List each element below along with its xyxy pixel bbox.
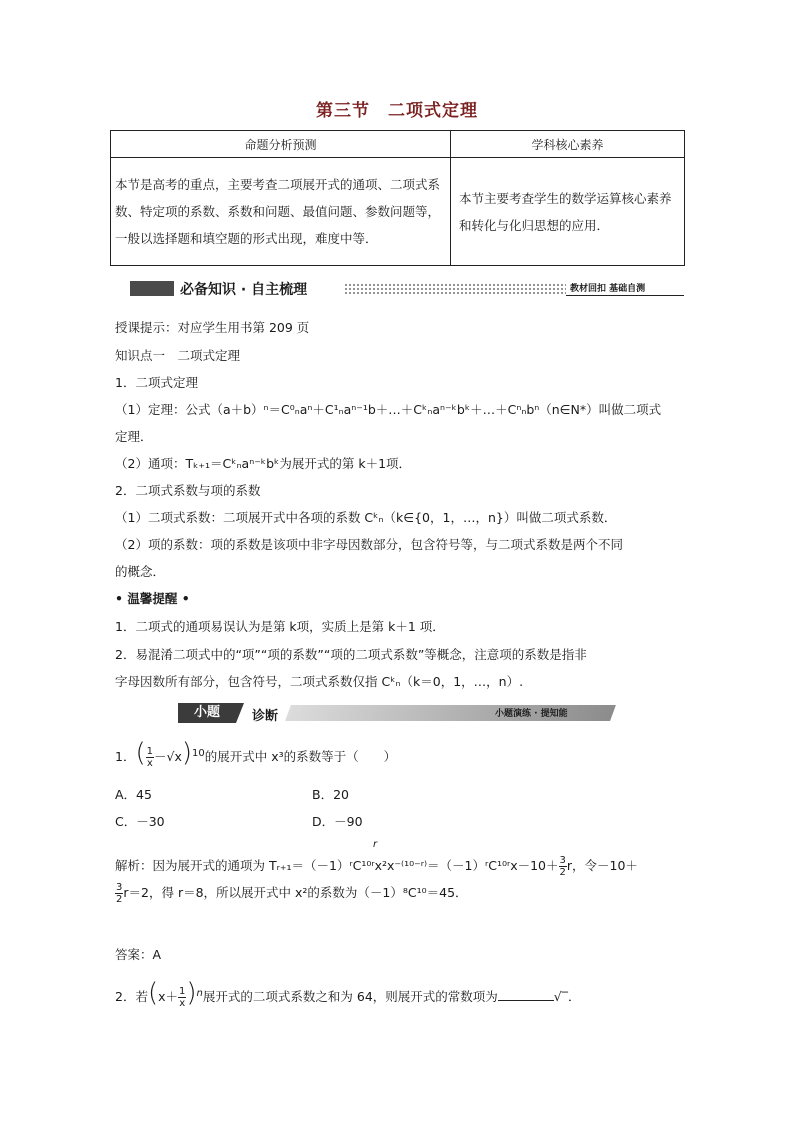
table-header-right: 学科核心素养 — [451, 131, 685, 158]
general-term-line: （2）通项：Tₖ₊₁＝Cᵏₙaⁿ⁻ᵏbᵏ为展开式的第 k＋1项． — [115, 456, 412, 471]
intro-table — [110, 130, 685, 266]
question-1-text: 的展开式中 x³的系数等于（ ） — [204, 749, 397, 764]
solution-text: 解析：因为展开式的通项为 Tᵣ₊₁＝（－1）ʳC¹⁰ʳx²x⁻⁽¹⁰⁻ʳ⁾＝（－1）ʳC¹⁰ʳx－10＋ — [115, 858, 559, 873]
binomial-coefficient-line: （1）二项式系数：二项展开式中各项的系数 Cᵏₙ（k∈{0，1，…，n}）叫做二项式系数． — [115, 510, 617, 525]
solution-line-1 — [115, 855, 638, 878]
section-title: 第三节 二项式定理 — [316, 101, 478, 121]
subheading-coefficients: 2．二项式系数与项的系数 — [115, 483, 261, 498]
table-header-left: 命题分析预测 — [111, 131, 451, 158]
solution-fraction-2: $\frac{3}{2}$ — [116, 882, 123, 905]
definition-line: （1）定理：公式（a＋b）ⁿ＝C⁰ₙaⁿ＋C¹ₙaⁿ⁻¹b＋…＋Cᵏₙaⁿ⁻ᵏbᵏ＋…＋Cⁿₙbⁿ（n∈N*）叫做二项式 — [115, 402, 662, 417]
table-cell-left: 本节是高考的重点，主要考查二项展开式的通项、二项式系数、特定项的系数、系数和问题、最值问题、参数问题等，一般以选择题和填空题的形式出现，难度中等． — [111, 158, 451, 266]
question-1-sqrt: －√x — [153, 749, 182, 764]
knowledge-point-heading: 知识点一 二项式定理 — [115, 348, 241, 363]
answer-line: 答案：A — [115, 947, 162, 962]
small-banner-right-text: 小题演练 · 提知能 — [495, 709, 568, 719]
question-1-number: 1． — [115, 749, 136, 764]
option-d: D．－90 — [312, 814, 363, 829]
question-2-number: 2．若 — [115, 989, 148, 1004]
reminder-2: 2．易混淆二项式中的“项”“项的系数”“项的二项式系数”等概念，注意项的系数是指非 — [115, 647, 587, 662]
term-coefficient-line-end: 的概念． — [115, 564, 166, 579]
question-1-power: 10 — [192, 747, 205, 759]
question-2-power: n — [196, 987, 203, 999]
option-a: A．45 — [115, 787, 152, 802]
solution-exponent-r: r — [373, 839, 378, 850]
option-b: B．20 — [312, 787, 349, 802]
solution-fraction: $\frac{3}{2}$ — [559, 855, 566, 878]
reminder-1: 1．二项式的通项易误认为是第 k项，实质上是第 k＋1 项． — [115, 619, 445, 634]
small-banner-label: 小题 — [178, 703, 236, 723]
small-banner-slant — [236, 703, 244, 723]
question-2-term: x＋ — [158, 989, 179, 1004]
banner-title: 必备知识 · 自主梳理 — [180, 282, 308, 298]
definition-line-end: 定理． — [115, 429, 153, 444]
banner-right-text: 教材回扣 基础自测 — [570, 284, 646, 294]
banner-dot-pattern — [344, 283, 566, 294]
question-2-end: √‾． — [553, 989, 581, 1004]
teaching-hint: 授课提示：对应学生用书第 209 页 — [115, 320, 310, 335]
question-1-fraction: $\frac{1}{x}$ — [146, 746, 153, 769]
reminder-heading: • 温馨提醒 • — [115, 591, 190, 606]
question-2: 2．若(x＋ $\frac{1}{x})^n$展开式的二项式系数之和为 64，则展开式的常数项为 √‾． — [115, 978, 581, 1009]
solution-line-2 — [115, 882, 468, 905]
option-c: C．－30 — [115, 814, 165, 829]
question-2-fraction: $\frac{1}{x}$ — [179, 986, 186, 1009]
small-banner-title: 诊断 — [252, 709, 279, 724]
question-1: 1．( $\frac{1}{x}-√x)^{10}$的展开式中 x³的系数等于（ ） — [115, 738, 397, 769]
question-2-text: 展开式的二项式系数之和为 64，则展开式的常数项为 — [202, 989, 498, 1004]
table-cell-right: 本节主要考查学生的数学运算核心素养和转化与化归思想的应用． — [451, 158, 685, 266]
reminder-2-end: 字母因数所有部分，包含符号，二项式系数仅指 Cᵏₙ（k＝0，1，…，n）. — [115, 674, 524, 689]
answer-blank — [498, 988, 554, 1001]
solution-text-2: r＝2，得 r＝8，所以展开式中 x²的系数为（－1）⁸C¹⁰＝45． — [123, 885, 468, 900]
solution-text-end: r，令－10＋ — [566, 858, 638, 873]
banner-dark-block — [130, 281, 174, 296]
term-coefficient-line: （2）项的系数：项的系数是该项中非字母因数部分，包含符号等，与二项式系数是两个不同 — [115, 537, 623, 552]
subheading-binomial-theorem: 1．二项式定理 — [115, 375, 198, 390]
